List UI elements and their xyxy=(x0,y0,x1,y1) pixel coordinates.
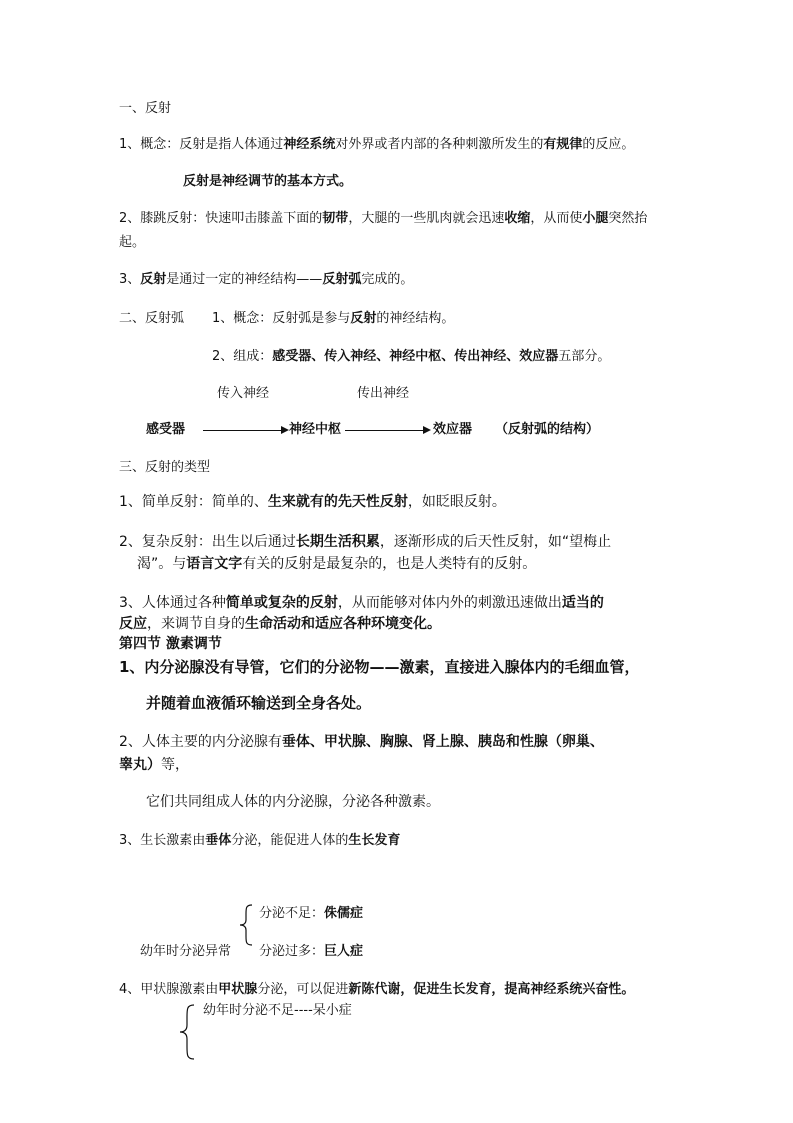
growth-deficient-line: 分泌不足：侏儒症 xyxy=(259,906,364,921)
reflex-arc-composition: 2、组成：感受器、传入神经、神经中枢、传出神经、效应器五部分。 xyxy=(212,349,611,364)
efferent-arrow xyxy=(345,430,429,431)
section-heading-hormone: 第四节 激素调节 xyxy=(119,636,222,652)
diagram-caption: （反射弧的结构） xyxy=(495,422,600,437)
receptor-label: 感受器 xyxy=(146,422,186,437)
thyroid-hormone-line: 4、甲状腺激素由甲状腺分泌，可以促进新陈代谢，促进生长发育，提高神经系统兴奋性。 xyxy=(119,982,635,997)
main-glands-line-3: 它们共同组成人体的内分泌腺，分泌各种激素。 xyxy=(146,794,440,810)
knee-jerk-line-1: 2、膝跳反射：快速叩击膝盖下面的韧带，大腿的一些肌肉就会迅速收缩，从而使小腿突然抬 xyxy=(119,211,648,226)
thyroid-deficient-line: 幼年时分泌不足----呆小症 xyxy=(203,1003,352,1018)
adapt-reflex-line-2: 反应，来调节自身的生命活动和适应各种环境变化。 xyxy=(119,616,441,632)
complex-reflex-line-1: 2、复杂反射：出生以后通过长期生活积累，逐渐形成的后天性反射，如“望梅止 xyxy=(119,534,612,550)
efferent-nerve-label: 传出神经 xyxy=(357,386,410,401)
brace-growth-icon xyxy=(238,904,256,946)
endocrine-line-1: 1、内分泌腺没有导管，它们的分泌物——激素，直接进入腺体内的毛细血管， xyxy=(119,658,640,676)
arrow-head-icon xyxy=(281,426,289,434)
arrow-head-icon xyxy=(423,426,431,434)
effector-label: 效应器 xyxy=(433,422,473,437)
main-glands-line-1: 2、人体主要的内分泌腺有垂体、甲状腺、胸腺、肾上腺、胰岛和性腺（卵巢、 xyxy=(119,734,604,750)
main-glands-line-2: 睾丸）等， xyxy=(119,757,189,773)
adapt-reflex-line-1: 3、人体通过各种简单或复杂的反射，从而能够对体内外的刺激迅速做出适当的 xyxy=(119,595,604,611)
afferent-nerve-label: 传入神经 xyxy=(217,386,270,401)
growth-hormone-line: 3、生长激素由垂体分泌，能促进人体的生长发育 xyxy=(119,833,401,848)
knee-jerk-line-2: 起。 xyxy=(119,235,146,250)
growth-excess-line: 分泌过多：巨人症 xyxy=(259,944,364,959)
reflex-concept-line: 1、概念：反射是指人体通过神经系统对外界或者内部的各种刺激所发生的有规律的反应。 xyxy=(119,137,635,152)
complex-reflex-line-2: 渴”。与语言文字有关的反射是最复杂的，也是人类特有的反射。 xyxy=(137,556,537,572)
section-heading-reflex: 一、反射 xyxy=(119,101,172,116)
afferent-arrow xyxy=(203,430,287,431)
child-abnormal-label: 幼年时分泌异常 xyxy=(140,944,232,959)
reflex-arc-concept: 1、概念：反射弧是参与反射的神经结构。 xyxy=(212,311,455,326)
reflex-arc-line: 3、反射是通过一定的神经结构——反射弧完成的。 xyxy=(119,272,414,287)
reflex-basic-way: 反射是神经调节的基本方式。 xyxy=(183,174,353,189)
brace-thyroid-icon xyxy=(178,1004,198,1060)
nerve-center-label: 神经中枢 xyxy=(289,422,342,437)
section-heading-reflex-types: 三、反射的类型 xyxy=(119,460,211,475)
simple-reflex-line: 1、简单反射：简单的、生来就有的先天性反射，如眨眼反射。 xyxy=(119,494,506,510)
section-heading-reflex-arc: 二、反射弧 xyxy=(119,311,185,326)
endocrine-line-2: 并随着血液循环输送到全身各处。 xyxy=(146,694,372,712)
